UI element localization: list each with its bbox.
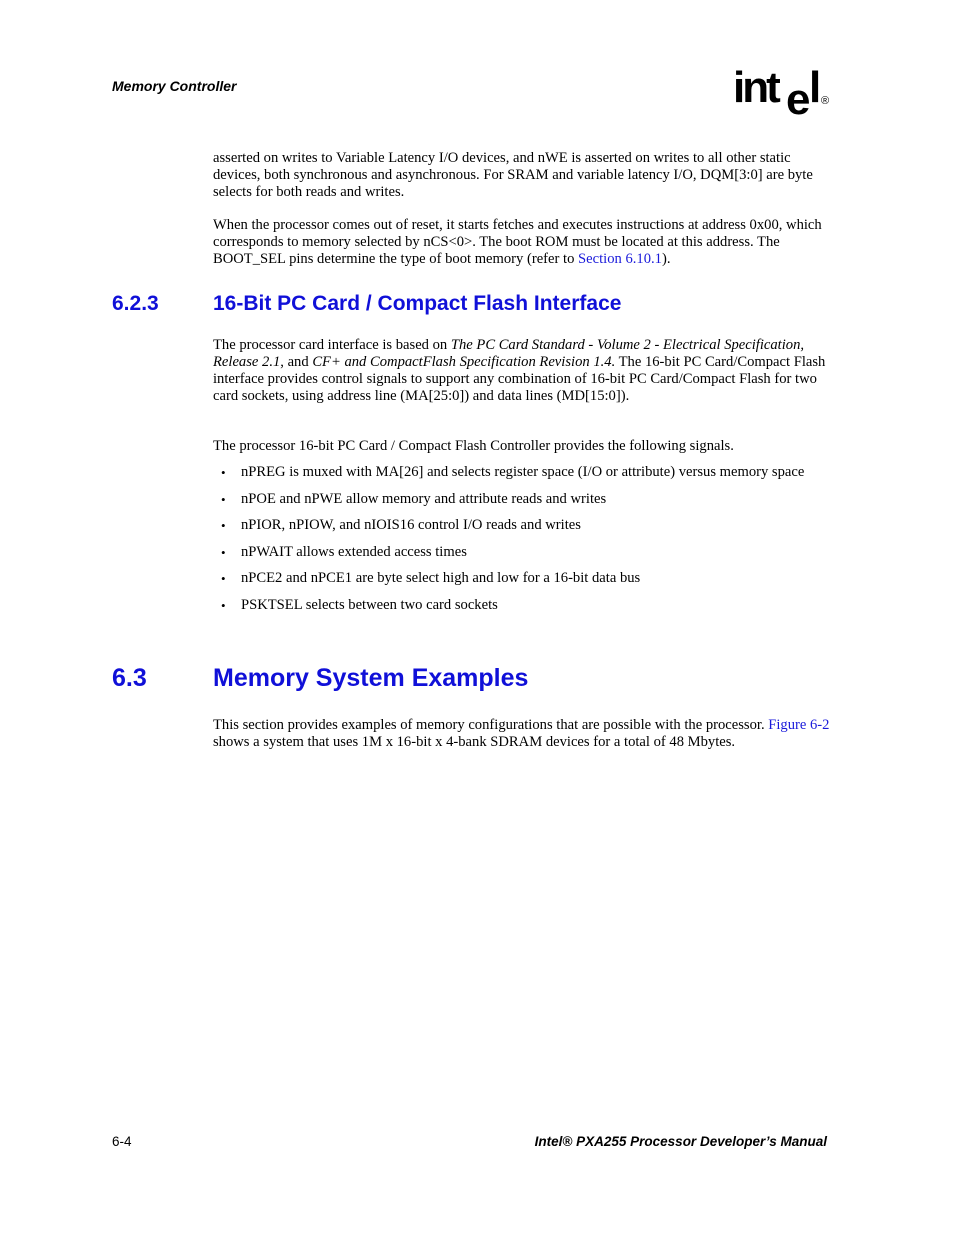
section-title: 16-Bit PC Card / Compact Flash Interface (213, 292, 622, 315)
section-number: 6.2.3 (112, 292, 159, 315)
manual-title: Intel® PXA255 Processor Developer’s Manual (534, 1134, 827, 1149)
signal-bullet-list (221, 464, 831, 623)
section-number: 6.3 (112, 664, 147, 692)
section-6-10-1-link[interactable]: Section 6.10.1 (578, 251, 662, 267)
list-item: • nPCE2 and nPCE1 are byte select high and low for a 16-bit data bus (221, 570, 641, 586)
intro-paragraph-1: asserted on writes to Variable Latency I/O devices, and nWE is asserted on writes to all other static devices, both synchronous and asynchronous. For SRAM and variable latency I/O, DQM[3:0] are byte selects for both reads and writes. (213, 150, 813, 200)
pc-card-paragraph-2: The processor 16-bit PC Card / Compact Flash Controller provides the following signals. (213, 438, 734, 454)
svg-text:l: l (809, 63, 822, 112)
list-item: • nPWAIT allows extended access times (221, 543, 467, 560)
intro-paragraph-2: When the processor comes out of reset, it starts fetches and executes instructions at address 0x00, which corresponds to memory selected by nCS<0>. The boot ROM must be located at this address. The BOOT_SEL pins determine the type of boot memory (refer to Section 6.10.1). (213, 217, 822, 267)
svg-text:e: e (786, 75, 808, 116)
figure-6-2-link[interactable]: Figure 6-2 (768, 717, 830, 733)
svg-text:int: int (733, 63, 778, 112)
pc-card-paragraph-1: The processor card interface is based on The PC Card Standard - Volume 2 - Electrical Specification, Release 2.1, and CF+ and CompactFlash Specification Revision 1.4. The 16-bit PC Card/Compact Flash interface provides control signals to support any combination of 16-bit PC Card/Compact Flash for two card sockets, using address line (MA[25:0]) and data lines (MD[15:0]). (213, 337, 826, 404)
list-item: • nPOE and nPWE allow memory and attribute reads and writes (221, 490, 607, 507)
list-item: • PSKTSEL selects between two card sockets (221, 596, 498, 613)
registered-mark: ® (821, 95, 830, 107)
section-title: Memory System Examples (213, 664, 529, 692)
running-header-title: Memory Controller (112, 78, 237, 94)
intel-logo (733, 62, 833, 116)
memory-examples-paragraph: This section provides examples of memory configurations that are possible with the processor. Figure 6-2 shows a system that uses 1M x 16-bit x 4-bank SDRAM devices for a total of 48 Mbytes. (213, 717, 830, 750)
list-item: • nPREG is muxed with MA[26] and selects register space (I/O or attribute) versus memory space (221, 464, 805, 480)
list-item: • nPIOR, nPIOW, and nIOIS16 control I/O reads and writes (221, 517, 581, 533)
page-number: 6-4 (112, 1134, 132, 1149)
